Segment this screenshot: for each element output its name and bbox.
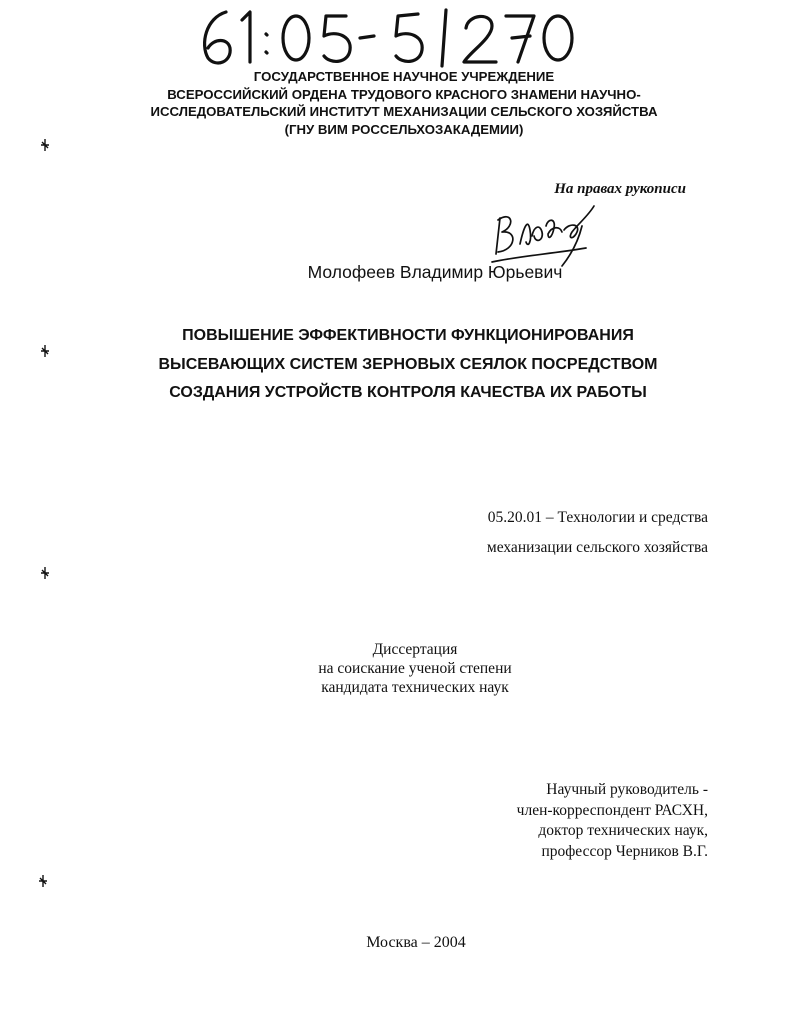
- supervisor-line: профессор Черников В.Г.: [541, 842, 708, 860]
- dissertation-title: [100, 322, 716, 408]
- author-name: Молофеев Владимир Юрьевич: [307, 262, 563, 282]
- supervisor-line: Научный руководитель -: [546, 781, 708, 798]
- specialty-line: 05.20.01 – Технологии и средства: [487, 509, 708, 526]
- scan-margin-mark: [38, 874, 48, 886]
- supervisor-line: член-корреспондент РАСХН,: [516, 801, 708, 819]
- scan-margin-mark: [40, 344, 50, 356]
- scan-margin-mark: [40, 566, 50, 578]
- degree-line: на соискание ученой степени: [318, 660, 512, 677]
- institution-header: [100, 68, 708, 138]
- degree-statement: [250, 640, 580, 697]
- degree-line: кандидата технических наук: [321, 679, 509, 696]
- handwritten-archive-number: [196, 4, 588, 70]
- degree-line: Диссертация: [372, 641, 458, 658]
- institution-line: ГОСУДАРСТВЕННОЕ НАУЧНОЕ УЧРЕЖДЕНИЕ: [253, 69, 555, 84]
- specialty-code: [440, 503, 708, 563]
- scan-margin-mark: [40, 138, 50, 150]
- specialty-line: механизации сельского хозяйства: [486, 539, 708, 556]
- title-line: ВЫСЕВАЮЩИХ СИСТЕМ ЗЕРНОВЫХ СЕЯЛОК ПОСРЕДСТВОМ: [158, 355, 658, 373]
- title-line: СОЗДАНИЯ УСТРОЙСТВ КОНТРОЛЯ КАЧЕСТВА ИХ РАБОТЫ: [169, 384, 647, 401]
- institution-line: (ГНУ ВИМ РОССЕЛЬХОЗАКАДЕМИИ): [284, 121, 524, 137]
- manuscript-rights-note: На правах рукописи: [554, 181, 686, 197]
- title-line: ПОВЫШЕНИЕ ЭФФЕКТИВНОСТИ ФУНКЦИОНИРОВАНИЯ: [182, 327, 634, 344]
- scientific-supervisor: [430, 780, 708, 862]
- city-year: Москва – 2004: [366, 934, 466, 951]
- supervisor-line: доктор технических наук,: [538, 822, 708, 839]
- institution-line: ИССЛЕДОВАТЕЛЬСКИЙ ИНСТИТУТ МЕХАНИЗАЦИИ СЕЛЬСКОГО ХОЗЯЙСТВА: [150, 104, 658, 119]
- institution-line: ВСЕРОССИЙСКИЙ ОРДЕНА ТРУДОВОГО КРАСНОГО ЗНАМЕНИ НАУЧНО-: [167, 86, 641, 102]
